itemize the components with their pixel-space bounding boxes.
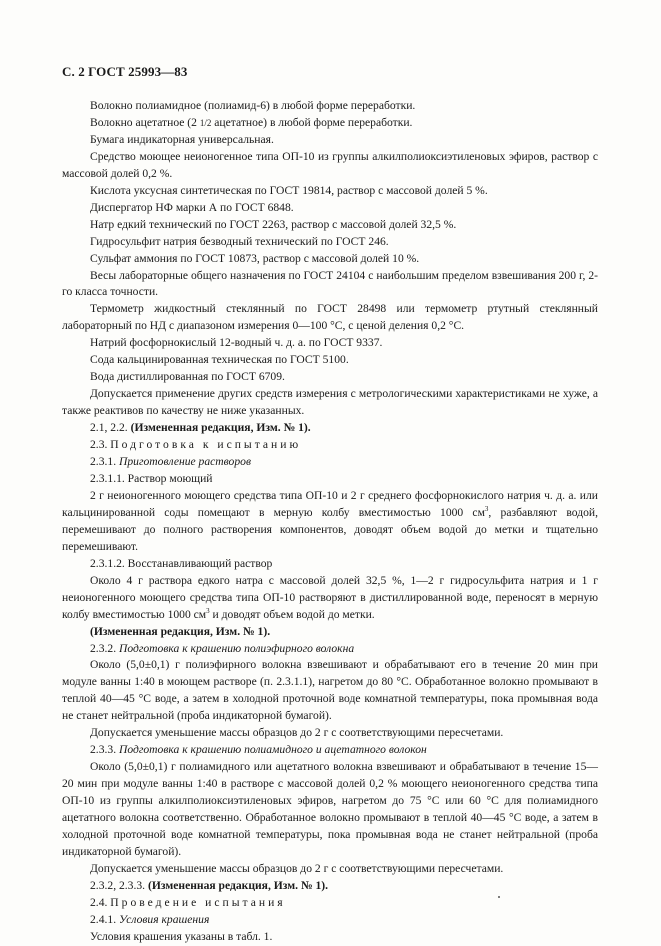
material-line: Сульфат аммония по ГОСТ 10873, раствор с массовой долей 10 %. (90, 251, 420, 265)
material-line: Кислота уксусная синтетическая по ГОСТ 19814, раствор с массовой долей 5 %. (90, 183, 488, 197)
material-line: Вода дистиллированная по ГОСТ 6709. (90, 370, 285, 384)
material-line: Термометр жидкостный стеклянный по ГОСТ 28498 или термометр ртутный стеклянный лабораторный по НД с диапазоном измерения 0—100 °С, с ценой деления 0,2 °С. (62, 302, 598, 333)
material-line: Диспергатор НФ марки А по ГОСТ 6848. (90, 200, 294, 214)
fraction: 1/2 (199, 117, 212, 128)
revision-note: (Измененная редакция, Изм. № 1). (90, 624, 271, 638)
item-heading: 2.3.1.1. Раствор моющий (90, 471, 213, 485)
body-paragraph: 2 г неионогенного моющего средства типа ОП-10 и 2 г среднего фосфорнокислого натрия ч. д. а. или кальцинированной соды помещают в мерную колбу вместимостью 1000 $см^3$, разбавляют водой, перемешивают до полного растворения компонентов, доводят объем водой до метки и тщательно перемешивают. (62, 488, 599, 553)
body-paragraph: Около 4 г раствора едкого натра с массовой долей 32,5 %, 1—2 г гидросульфита натрия и 1 г неионогенного моющего средства типа ОП-10 растворяют в дистиллированной воде, переносят в мерную колбу вместимостью 1000 $см^3$ и доводят объем водой до метки. (62, 573, 598, 621)
section-heading: 2.3. Подготовка к испытанию (90, 438, 302, 452)
material-line: Весы лабораторные общего назначения по ГОСТ 24104 с наибольшим пределом взвешивания 200 г, 2-го класса точности. (62, 268, 598, 299)
revision-note: 2.3.2, 2.3.3. (Измененная редакция, Изм. № 1). (90, 878, 329, 892)
material-line: Бумага индикаторная универсальная. (90, 132, 274, 146)
subsection-heading: 2.3.2. Подготовка к крашению полиэфирного волокна (90, 641, 355, 655)
material-line: Натрий фосфорнокислый 12-водный ч. д. а. по ГОСТ 9337. (90, 336, 383, 350)
body-paragraph: Допускается уменьшение массы образцов до 2 г с соответствующими пересчетами. (90, 726, 504, 740)
body-paragraph: Допускается уменьшение массы образцов до 2 г с соответствующими пересчетами. (90, 861, 504, 875)
body-paragraph: Около (5,0±0,1) г полиамидного или ацетатного волокна взвешивают и обрабатывают в течение 15—20 мин при модуле ванны 1:40 в растворе с массовой долей 0,2 % моющего неионогенного средства типа ОП-10 из группы алкилполиоксиэтиленовых эфиров, нагретом до 75 °С или 60 °С для полиамидного ацетатного волокна соответственно. Обработанное волокно промывают в теплой 40—45 °С воде, а затем в холодной проточной воде комнатной температуры, пока промывная вода не станет нейтральной (проба индикаторной бумагой). (62, 760, 598, 858)
body-paragraph: Допускается применение других средств измерения с метрологическими характеристиками не хуже, а также реактивов по качеству не ниже указанных. (62, 387, 598, 418)
scan-speck (498, 896, 500, 898)
page-header: С. 2 ГОСТ 25993—83 (62, 64, 188, 79)
body-paragraph: Около (5,0±0,1) г полиэфирного волокна взвешивают и обрабатывают его в течение 20 мин при модуле ванны 1:40 в моющем растворе (п. 2.3.1.1), нагретом до 80 °С. Обработанное волокно промывают в теплой 40—45 °С воде, а затем в холодной проточной воде комнатной температуры, пока промывная вода не станет нейтральной (проба индикаторной бумагой). (62, 658, 598, 723)
revision-note: 2.1, 2.2. (Измененная редакция, Изм. № 1). (90, 421, 311, 435)
material-line: Сода кальцинированная техническая по ГОСТ 5100. (90, 353, 349, 367)
material-line: Волокно полиамидное (полиамид-6) в любой форме переработки. (90, 99, 416, 112)
section-heading: 2.4. Проведение испытания (90, 895, 286, 909)
body-paragraph: Условия крашения указаны в табл. 1. (90, 929, 273, 943)
subsection-heading: 2.4.1. Условия крашения (90, 912, 210, 926)
item-heading: 2.3.1.2. Восстанавливающий раствор (90, 556, 273, 570)
subsection-heading: 2.3.3. Подготовка к крашению полиамидного и ацетатного волокон (90, 743, 427, 757)
material-line: Средство моющее неионогенное типа ОП-10 из группы алкилполиоксиэтиленовых эфиров, раствор с массовой долей 0,2 %. (62, 149, 598, 180)
material-line: Натр едкий технический по ГОСТ 2263, раствор с массовой долей 32,5 %. (90, 217, 457, 231)
document-body (62, 98, 598, 946)
subsection-heading: 2.3.1. Приготовление растворов (90, 455, 251, 469)
material-line: Гидросульфит натрия безводный технический по ГОСТ 246. (90, 234, 389, 248)
material-line: Волокно ацетатное (2 1/2 ацетатное) в любой форме переработки. (90, 115, 413, 129)
